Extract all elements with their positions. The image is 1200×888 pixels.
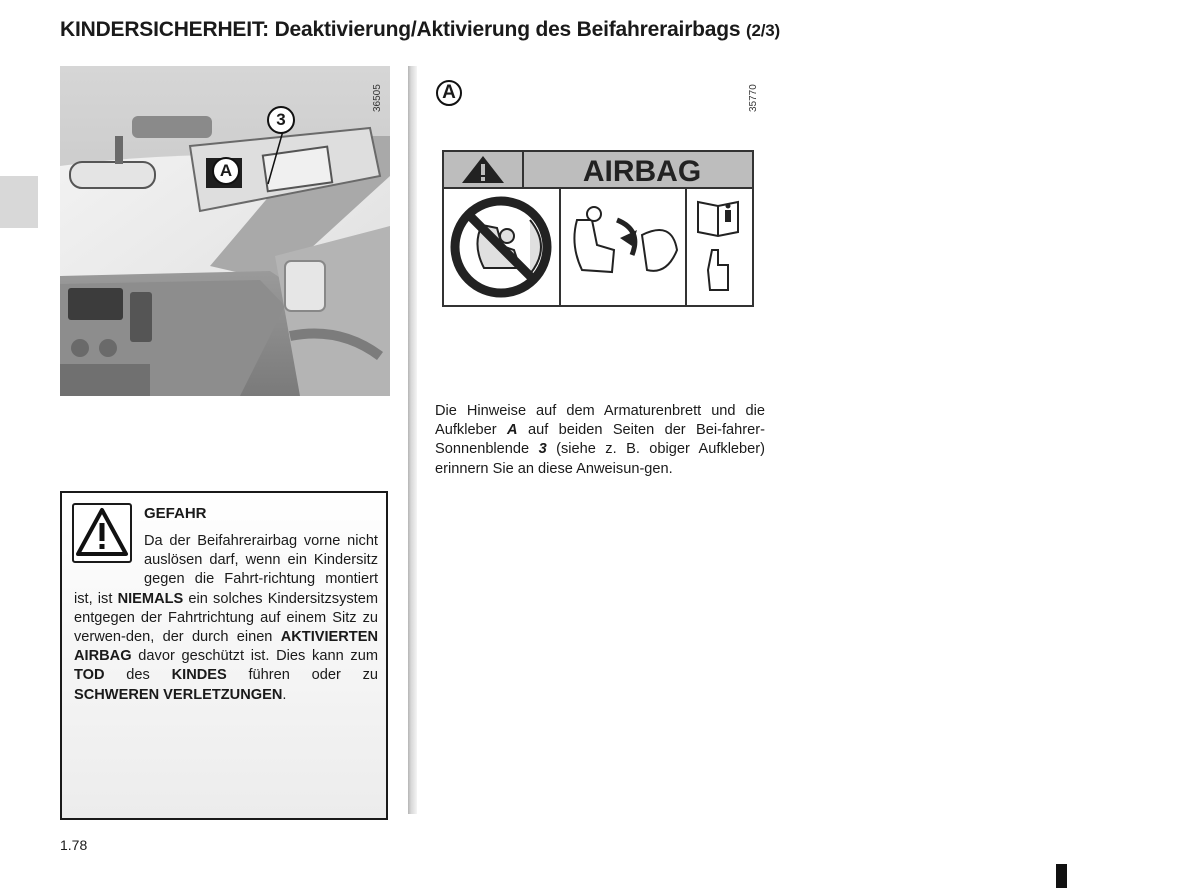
danger-run-2: NIEMALS: [117, 590, 184, 607]
danger-run-4: AKTIVIERTEN AIRBAG: [74, 629, 378, 665]
danger-run-3: ein solches Kindersitzsystem entgegen der Fahrtrichtung auf einem Sitz zu verwen-den, der durch einen: [74, 590, 378, 646]
callout-a: [212, 157, 240, 185]
danger-heading: GEFAHR: [144, 505, 207, 522]
danger-run-9: führen oder zu: [226, 667, 379, 684]
page-corner-mark: [1056, 864, 1067, 888]
icon-float-spacer: [74, 532, 144, 588]
para-ref-a: A: [507, 422, 518, 439]
danger-box: [60, 491, 388, 820]
title-text: KINDERSICHERHEIT: Deaktivierung/Aktivierung des Beifahrerairbags: [60, 18, 741, 41]
car-interior-sunvisor-photo-icon: [60, 66, 390, 396]
explanation-paragraph: [435, 402, 765, 479]
danger-run-1: Da der Beifahrerairbag vorne nicht auslösen darf, wenn ein Kindersitz gegen die Fahrt-richtung montiert ist, ist: [74, 533, 378, 607]
car-interior-photo: [60, 66, 390, 396]
page-number: 1.78: [60, 837, 88, 853]
sticker-title: AIRBAG: [582, 155, 702, 188]
danger-run-7: des: [104, 667, 172, 684]
figure-a-label: [436, 80, 462, 106]
para-ref-3: 3: [538, 441, 547, 458]
danger-run-10: SCHWEREN VERLETZUNGEN: [74, 686, 283, 703]
danger-run-5: davor geschützt ist. Dies kann zum: [131, 648, 378, 665]
figure-reference-number: 35770: [748, 84, 759, 112]
figure-a-letter: A: [442, 82, 456, 103]
callout-3-label: 3: [276, 110, 286, 129]
danger-text: [74, 532, 378, 705]
danger-run-8: KINDES: [171, 667, 227, 684]
callout-3: [267, 106, 295, 134]
photo-reference-number: 36505: [372, 84, 383, 112]
para-run-2: auf beiden Seiten der Bei-fahrer-Sonnenblende: [435, 422, 765, 458]
page-title: [60, 18, 780, 42]
airbag-warning-sticker: [442, 150, 754, 307]
danger-run-6: TOD: [74, 667, 105, 684]
danger-run-11: .: [282, 686, 287, 703]
title-page-fraction: (2/3): [746, 21, 780, 40]
chapter-tab: [0, 176, 38, 228]
para-run-1: Die Hinweise auf dem Armaturenbrett und die Aufkleber: [435, 403, 765, 439]
column-divider: [408, 66, 417, 814]
no-rear-facing-seat-icon: [455, 201, 547, 293]
airbag-sticker-graphic: [442, 150, 754, 307]
callout-a-label: A: [219, 161, 233, 180]
para-run-3: (siehe z. B. obiger Aufkleber) erinnern Sie an diese Anweisun-gen.: [435, 441, 766, 477]
